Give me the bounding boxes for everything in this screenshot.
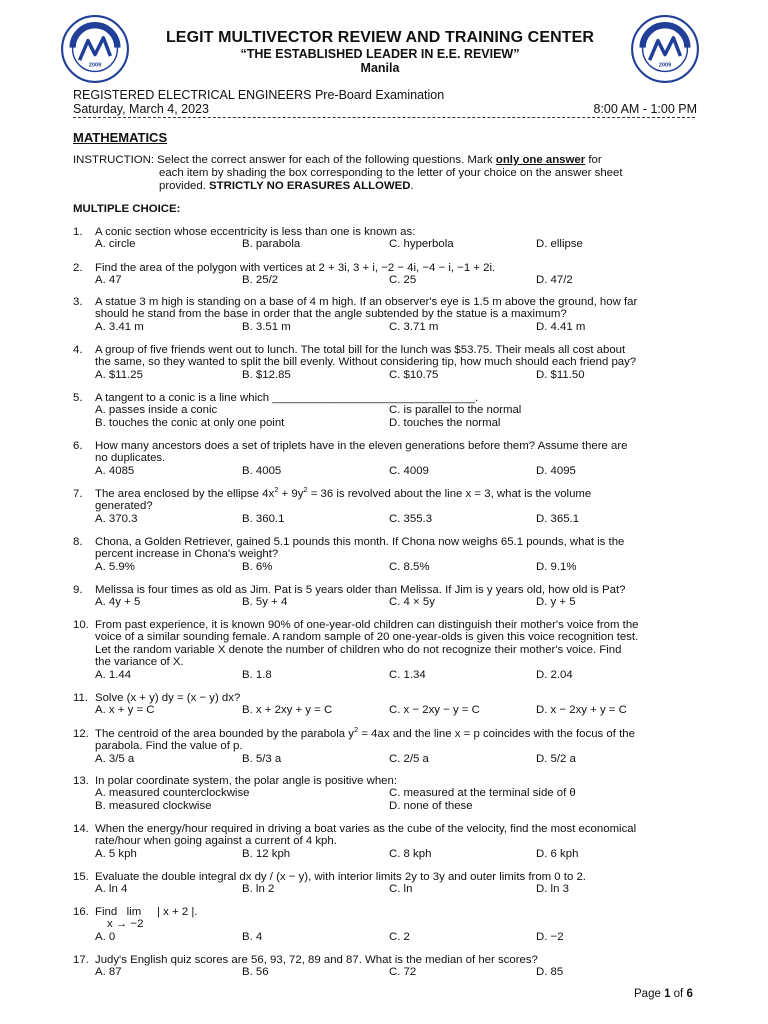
- center-title: LEGIT MULTIVECTOR REVIEW AND TRAINING CENTER: [165, 29, 595, 46]
- instruction-emphasis: only one answer: [495, 154, 586, 166]
- question-6: 6. How many ancestors does a set of triplets have in the eleven generations before them? Assume there are no duplicates. A. 4085 B. 4005 C. 4009 D. 4095: [73, 440, 628, 477]
- svg-text:2009: 2009: [658, 62, 672, 69]
- page-indicator: Page 1 of 6: [634, 988, 693, 1000]
- center-tagline: “THE ESTABLISHED LEADER IN E.E. REVIEW”: [240, 47, 520, 61]
- exam-name: REGISTERED ELECTRICAL ENGINEERS Pre-Board Examination: [73, 88, 445, 102]
- question-4: 4. A group of five friends went out to lunch. The total bill for the lunch was $53.75. Their meals all cost about the same, so they wanted to split the bill evenly. Without considering tip, how much should each friend pay? A. $11.25 B. $12.85 C. $10.75 D. $11.50: [73, 344, 637, 381]
- question-10: 10. From past experience, it is known 90% of one-year-old children can distinguish their mother's voice from the voice of a similar sounding female. A random sample of 20 one-year-olds is given this voice recognition test. Let the random variable X denote the number of children who do not recognize their mother's voice. Find the variance of X. A. 1.44 B. 1.8 C. 1.34 D. 2.04: [73, 619, 639, 681]
- question-8: 8. Chona, a Golden Retriever, gained 5.1 pounds this month. If Chona now weighs 65.1 pounds, what is the percent increase in Chona's weight? A. 5.9% B. 6% C. 8.5% D. 9.1%: [73, 536, 625, 573]
- dashed-divider: [73, 117, 695, 118]
- exam-time: 8:00 AM - 1:00 PM: [593, 101, 697, 116]
- no-erasures-warning: STRICTLY NO ERASURES ALLOWED: [209, 180, 411, 193]
- current-page: 1: [664, 988, 671, 1000]
- center-city: Manila: [360, 61, 400, 75]
- question-14: 14. When the energy/hour required in driving a boat varies as the cube of the velocity, find the most economical rate/hour when going against a current of 4 kph. A. 5 kph B. 12 kph C. 8 kph D. 6 kph: [73, 823, 637, 860]
- question-16: 16. Find lim | x + 2 |. x → −2 A. 0 B. 4 C. 2 D. −2: [73, 906, 705, 943]
- question-2: 2. Find the area of the polygon with vertices at 2 + 3i, 3 + i, −2 − 4i, −4 − i, −1 + 2i. A. 47 B. 25/2 C. 25 D. 47/2: [73, 262, 573, 287]
- document-header: [120, 28, 640, 76]
- section-title: MATHEMATICS: [73, 130, 168, 145]
- limit-subscript: x → −2: [107, 918, 144, 931]
- exam-date: Saturday, March 4, 2023: [73, 101, 209, 116]
- question-15: 15. Evaluate the double integral dx dy / (x − y), with interior limits 2y to 3y and outer limits from 0 to 2. A. ln 4 B. ln 2 C. ln D. ln 3: [73, 871, 586, 896]
- question-7: 7. The area enclosed by the ellipse $4x^2 + 9y^2 = 36$ is revolved about the line x = 3, what is the volume generated? A. 370.3 B. 360.1 C. 355.3 D. 365.1: [73, 485, 592, 525]
- question-9: 9. Melissa is four times as old as Jim. Pat is 5 years older than Melissa. If Jim is y years old, how old is Pat? A. 4y + 5 B. 5y + 4 C. 4 × 5y D. y + 5: [73, 584, 626, 609]
- question-1: 1. A conic section whose eccentricity is less than one is known as: A. circle B. parabola C. hyperbola D. ellipse: [73, 226, 583, 251]
- question-12: 12. The centroid of the area bounded by the parabola $y^2 = 4ax$ and the line x = p coincides with the focus of the parabola. Find the value of p. A. 3/5 a B. 5/3 a C. 2/5 a D. 5/2 a: [73, 725, 635, 765]
- svg-text:2009: 2009: [88, 62, 102, 69]
- multiple-choice-heading: MULTIPLE CHOICE:: [73, 203, 181, 215]
- question-3: 3. A statue 3 m high is standing on a base of 4 m high. If an observer's eye is 1.5 m above the ground, how far should he stand from the base in order that the angle subtended by the statue is a maximum? A. 3.41 m B. 3.51 m C. 3.71 m D. 4.41 m: [73, 296, 638, 333]
- question-11: 11. Solve (x + y) dy = (x − y) dx? A. x + y = C B. x + 2xy + y = C C. x − 2xy − y = C D. x − 2xy + y = C: [73, 692, 627, 717]
- exam-info: [73, 89, 697, 116]
- instructions: INSTRUCTION: Select the correct answer for each of the following questions. Mark only one answer for each item by shading the box corresponding to the letter of your choice on the answer sheet provided. STRICTLY NO ERASURES ALLOWED.: [73, 154, 623, 193]
- question-5: 5. A tangent to a conic is a line which ________________________________. A. passes inside a conic C. is parallel to the normal B. touches the conic at only one point D. touches the normal: [73, 392, 522, 429]
- question-13: 13. In polar coordinate system, the polar angle is positive when: A. measured counterclockwise C. measured at the terminal side of θ B. measured clockwise D. none of these: [73, 775, 576, 812]
- school-logo-right: [630, 14, 700, 84]
- question-17: 17. Judy's English quiz scores are 56, 93, 72, 89 and 87. What is the median of her scores? A. 87 B. 56 C. 72 D. 85: [73, 954, 564, 979]
- total-pages: 6: [686, 988, 693, 1000]
